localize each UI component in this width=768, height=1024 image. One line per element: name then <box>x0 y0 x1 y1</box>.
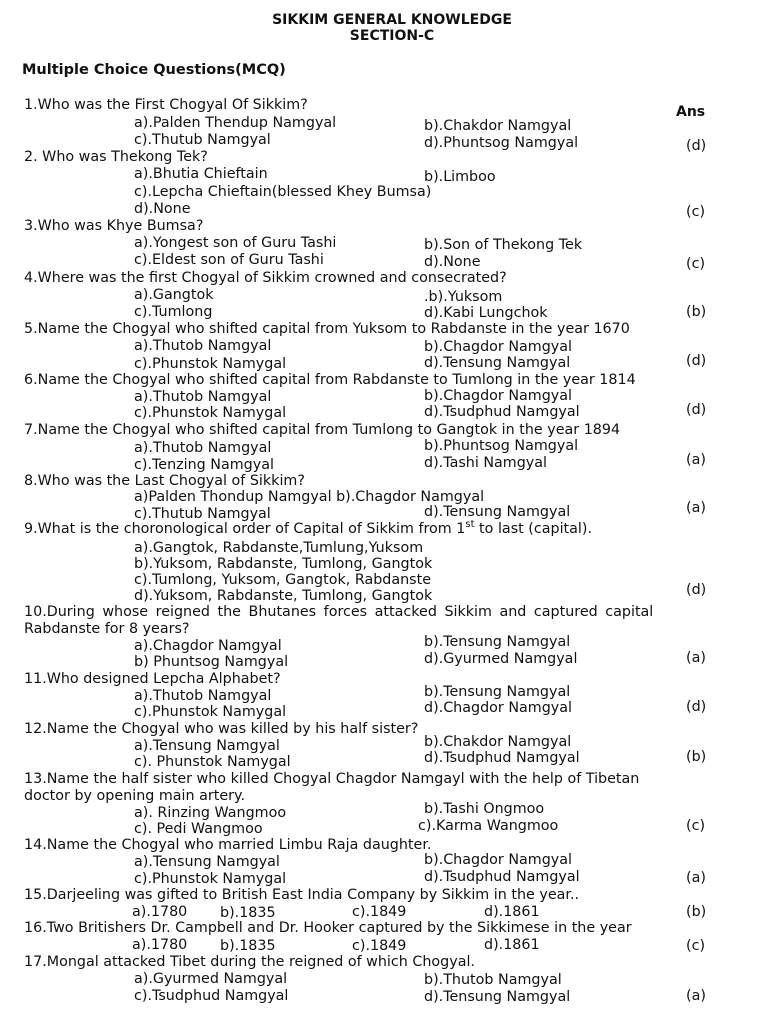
q15-answer: (b) <box>686 904 707 920</box>
q12-option-d: d).Tsudphud Namgyal <box>424 750 580 766</box>
q14-option-a: a).Tensung Namgyal <box>134 854 280 870</box>
question-13: 13.Name the half sister who killed Chogyal Chagdor Namgayl with the help of Tibetan <box>24 771 640 787</box>
q8-answer: (a) <box>686 500 706 516</box>
q15-option-d: d).1861 <box>484 904 540 920</box>
q10-option-a: a).Chagdor Namgyal <box>134 638 282 654</box>
q15-option-b: b).1835 <box>220 905 276 921</box>
q11-option-d: d).Chagdor Namgyal <box>424 700 572 716</box>
q16-option-c: c).1849 <box>352 938 407 954</box>
q10-option-b: b).Tensung Namgyal <box>424 634 571 650</box>
q4-option-a: a).Gangtok <box>134 287 214 303</box>
q4-option-c: c).Tumlong <box>134 304 213 320</box>
q9-option-d: d).Yuksom, Rabdanste, Tumlong, Gangtok <box>134 588 433 604</box>
question-11: 11.Who designed Lepcha Alphabet? <box>24 671 281 687</box>
q16-option-d: d).1861 <box>484 937 540 953</box>
q8-option-d: d).Tensung Namgyal <box>424 504 571 520</box>
q7-option-b: b).Phuntsog Namgyal <box>424 438 579 454</box>
q2-option-a: a).Bhutia Chieftain <box>134 166 268 182</box>
q12-option-a: a).Tensung Namgyal <box>134 738 280 754</box>
q13-answer: (c) <box>686 818 706 834</box>
q16-answer: (c) <box>686 938 706 954</box>
q13-option-a: a). Rinzing Wangmoo <box>134 805 287 821</box>
q6-option-b: b).Chagdor Namgyal <box>424 388 572 404</box>
q2-option-d: d).None <box>134 201 191 217</box>
q5-answer: (d) <box>686 353 707 369</box>
question-3: 3.Who was Khye Bumsa? <box>24 218 204 234</box>
q6-option-a: a).Thutob Namgyal <box>134 389 272 405</box>
question-13-cont: doctor by opening main artery. <box>24 788 246 804</box>
q5-option-c: c).Phunstok Namygal <box>134 356 287 372</box>
q13-option-d: c).Karma Wangmoo <box>418 818 559 834</box>
q7-answer: (a) <box>686 452 706 468</box>
q5-option-a: a).Thutob Namgyal <box>134 338 272 354</box>
q1-option-c: c).Thutub Namgyal <box>134 132 271 148</box>
question-10: 10.During whose reigned the Bhutanes forces attacked Sikkim and captured capital <box>24 604 654 620</box>
q13-option-c: c). Pedi Wangmoo <box>134 821 263 837</box>
q8-option-ab: a)Palden Thondup Namgyal b).Chagdor Namgyal <box>134 489 485 505</box>
q3-answer: (c) <box>686 256 706 272</box>
question-10-cont: Rabdanste for 8 years? <box>24 621 190 637</box>
q13-option-b: b).Tashi Ongmoo <box>424 801 545 817</box>
question-14: 14.Name the Chogyal who married Limbu Raja daughter. <box>24 837 432 853</box>
q11-option-c: c).Phunstok Namygal <box>134 704 287 720</box>
question-8: 8.Who was the Last Chogyal of Sikkim? <box>24 473 305 489</box>
answer-column-heading: Ans <box>676 104 706 120</box>
q14-option-d: d).Tsudphud Namgyal <box>424 869 580 885</box>
q1-answer: (d) <box>686 138 707 154</box>
q11-option-b: b).Tensung Namgyal <box>424 684 571 700</box>
q14-option-b: b).Chagdor Namgyal <box>424 852 572 868</box>
question-7: 7.Name the Chogyal who shifted capital from Tumlong to Gangtok in the year 1894 <box>24 422 621 438</box>
section-title: SECTION-C <box>349 28 435 44</box>
q4-answer: (b) <box>686 304 707 320</box>
q7-option-a: a).Thutob Namgyal <box>134 440 272 456</box>
q16-option-b: b).1835 <box>220 938 276 954</box>
q15-option-a: a).1780 <box>132 904 188 920</box>
q1-option-a: a).Palden Thendup Namgyal <box>134 115 337 131</box>
q17-option-c: c).Tsudphud Namgyal <box>134 988 289 1004</box>
q6-option-c: c).Phunstok Namygal <box>134 405 287 421</box>
question-6: 6.Name the Chogyal who shifted capital from Rabdanste to Tumlong in the year 1814 <box>24 372 636 388</box>
q12-option-c: c). Phunstok Namygal <box>134 754 291 770</box>
question-9: 9.What is the choronological order of Capital of Sikkim from 1st to last (capital). <box>24 519 592 537</box>
mcq-heading: Multiple Choice Questions(MCQ) <box>22 62 286 78</box>
q9-option-a: a).Gangtok, Rabdanste,Tumlung,Yuksom <box>134 540 424 556</box>
q10-option-d: d).Gyurmed Namgyal <box>424 651 578 667</box>
question-1: 1.Who was the First Chogyal Of Sikkim? <box>24 97 308 113</box>
q9-option-b: b).Yuksom, Rabdanste, Tumlong, Gangtok <box>134 556 433 572</box>
q4-option-d: d).Kabi Lungchok <box>424 305 548 321</box>
q5-option-d: d).Tensung Namgyal <box>424 355 571 371</box>
q14-answer: (a) <box>686 870 706 886</box>
q6-answer: (d) <box>686 402 707 418</box>
q1-option-b: b).Chakdor Namgyal <box>424 118 572 134</box>
q3-option-b: b).Son of Thekong Tek <box>424 237 583 253</box>
question-17: 17.Mongal attacked Tibet during the reigned of which Chogyal. <box>24 954 475 970</box>
q10-answer: (a) <box>686 650 706 666</box>
question-16: 16.Two Britishers Dr. Campbell and Dr. Hooker captured by the Sikkimese in the year <box>24 920 632 936</box>
question-12: 12.Name the Chogyal who was killed by his half sister? <box>24 721 419 737</box>
q6-option-d: d).Tsudphud Namgyal <box>424 404 580 420</box>
q14-option-c: c).Phunstok Namygal <box>134 871 287 887</box>
q12-option-b: b).Chakdor Namgyal <box>424 734 572 750</box>
q17-answer: (a) <box>686 988 706 1004</box>
q5-option-b: b).Chagdor Namgyal <box>424 339 572 355</box>
question-15: 15.Darjeeling was gifted to British East India Company by Sikkim in the year.. <box>24 887 580 903</box>
question-2: 2. Who was Thekong Tek? <box>24 149 208 165</box>
q2-answer: (c) <box>686 204 706 220</box>
q15-option-c: c).1849 <box>352 904 407 920</box>
q10-option-c: b) Phuntsog Namgyal <box>134 654 289 670</box>
q16-option-a: a).1780 <box>132 937 188 953</box>
q3-option-a: a).Yongest son of Guru Tashi <box>134 235 337 251</box>
q17-option-d: d).Tensung Namgyal <box>424 989 571 1005</box>
q9-answer: (d) <box>686 582 707 598</box>
q17-option-b: b).Thutob Namgyal <box>424 972 562 988</box>
q1-option-d: d).Phuntsog Namgyal <box>424 135 579 151</box>
q3-option-c: c).Eldest son of Guru Tashi <box>134 252 324 268</box>
q7-option-c: c).Tenzing Namgyal <box>134 457 274 473</box>
q7-option-d: d).Tashi Namgyal <box>424 455 548 471</box>
page-title: SIKKIM GENERAL KNOWLEDGE <box>272 12 512 28</box>
q8-option-c: c).Thutub Namgyal <box>134 506 271 522</box>
question-4: 4.Where was the first Chogyal of Sikkim crowned and consecrated? <box>24 270 507 286</box>
q12-answer: (b) <box>686 749 707 765</box>
question-5: 5.Name the Chogyal who shifted capital from Yuksom to Rabdanste in the year 1670 <box>24 321 630 337</box>
q3-option-d: d).None <box>424 254 481 270</box>
q11-option-a: a).Thutob Namgyal <box>134 688 272 704</box>
q2-option-b: b).Limboo <box>424 169 496 185</box>
q11-answer: (d) <box>686 699 707 715</box>
q2-option-c: c).Lepcha Chieftain(blessed Khey Bumsa) <box>134 184 432 200</box>
q4-option-b: .b).Yuksom <box>424 289 503 305</box>
q17-option-a: a).Gyurmed Namgyal <box>134 971 288 987</box>
q9-option-c: c).Tumlong, Yuksom, Gangtok, Rabdanste <box>134 572 432 588</box>
